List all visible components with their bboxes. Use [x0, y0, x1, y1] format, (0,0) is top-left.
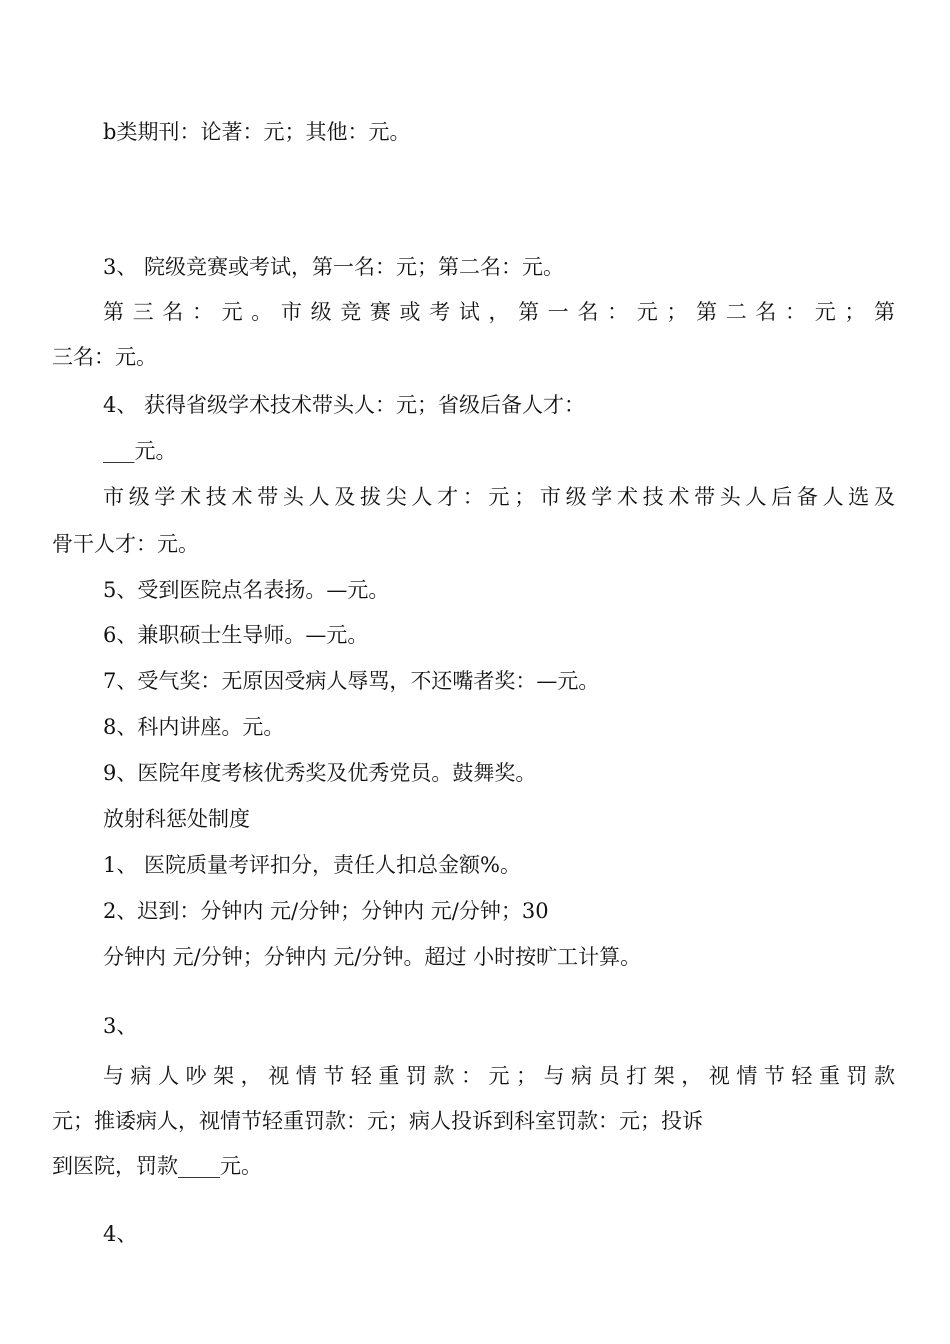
- text-line-1: b类期刊：论著：元；其他：元。: [103, 120, 411, 144]
- text-line-16: 2、迟到：分钟内 元/分钟；分钟内 元/分钟；30: [103, 899, 549, 923]
- section-heading: 放射科惩处制度: [103, 807, 250, 831]
- text-line-17: 分钟内 元/分钟；分钟内 元/分钟。超过 小时按旷工计算。: [103, 945, 642, 969]
- text-line-19: 与病人吵架，视情节轻重罚款：元；与病员打架，视情节轻重罚款: [103, 1064, 895, 1088]
- text-line-2: 3、 院级竞赛或考试，第一名：元；第二名：元。: [103, 255, 565, 279]
- text-line-11: 7、受气奖：无原因受病人辱骂，不还嘴者奖：—元。: [103, 669, 600, 693]
- text-line-18: 3、: [103, 1014, 138, 1038]
- text-line-20: 元；推诿病人，视情节轻重罚款：元；病人投诉到科室罚款：元；投诉: [52, 1109, 703, 1133]
- text-line-9: 5、受到医院点名表扬。—元。: [103, 578, 390, 602]
- text-line-22: 4、: [103, 1222, 138, 1246]
- text-line-10: 6、兼职硕士生导师。—元。: [103, 623, 369, 647]
- text-line-3: 第三名：元。市级竞赛或考试，第一名：元；第二名：元；第: [103, 300, 895, 324]
- text-line-21: 到医院，罚款____元。: [52, 1154, 262, 1178]
- text-line-4: 三名：元。: [52, 345, 157, 369]
- text-line-8: 骨干人才：元。: [52, 532, 199, 556]
- text-line-12: 8、科内讲座。元。: [103, 715, 285, 739]
- text-line-5: 4、 获得省级学术技术带头人：元；省级后备人才：: [103, 393, 586, 417]
- text-line-6: ___元。: [103, 439, 177, 463]
- text-line-13: 9、医院年度考核优秀奖及优秀党员。鼓舞奖。: [103, 761, 537, 785]
- text-line-7: 市级学术技术带头人及拔尖人才：元；市级学术技术带头人后备人选及: [103, 485, 895, 509]
- text-line-15: 1、 医院质量考评扣分，责任人扣总金额%。: [103, 853, 521, 877]
